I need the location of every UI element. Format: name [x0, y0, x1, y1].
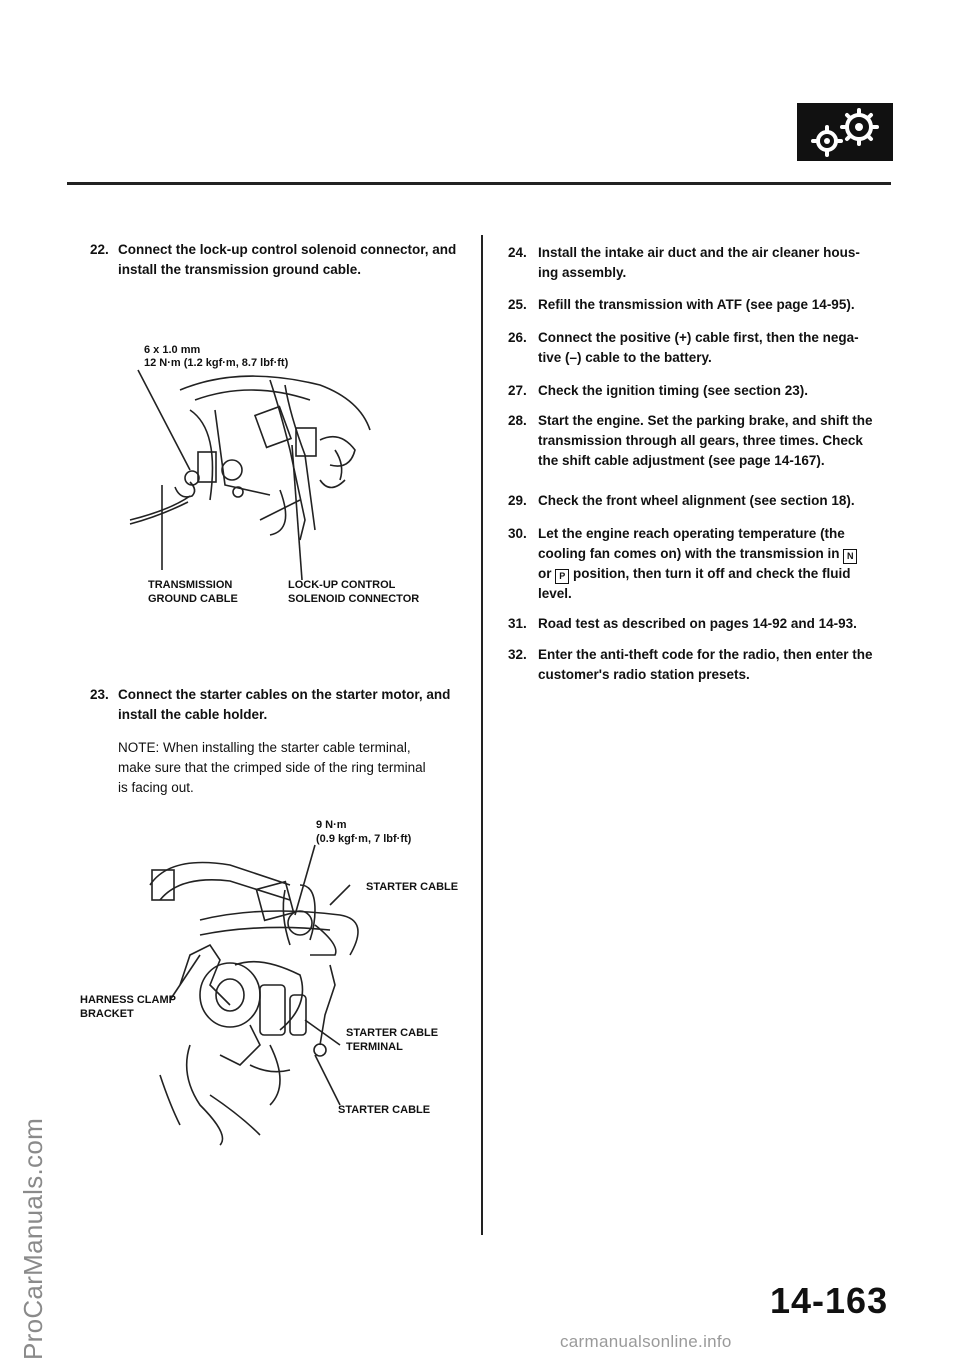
step-text-line: customer's radio station presets.: [538, 667, 750, 682]
step-number: 28.: [508, 413, 527, 428]
lockup-connector-label: LOCK-UP CONTROL SOLENOID CONNECTOR: [288, 579, 420, 605]
step-23: [90, 685, 470, 725]
starter-terminal-label: STARTER CABLE TERMINAL: [346, 1027, 439, 1053]
step-text-line: or P position, then turn it off and check the fluid: [538, 564, 857, 584]
step-text-line: level.: [538, 586, 572, 601]
step-text-line: Connect the starter cables on the starter motor, and: [118, 687, 451, 702]
step-22: [90, 240, 470, 280]
harness-clamp-label: HARNESS CLAMP BRACKET: [80, 994, 176, 1020]
gear-p-key: P: [555, 569, 569, 584]
step-number: 29.: [508, 493, 527, 508]
torque-label: 12 N·m (1.2 kgf·m, 8.7 lbf·ft): [144, 357, 289, 369]
starter-torque-label: 9 N·m (0.9 kgf·m, 7 lbf·ft): [316, 819, 412, 845]
step-text-line: Connect the lock-up control solenoid connector, and: [118, 242, 457, 257]
step-text-line: Check the ignition timing (see section 23).: [538, 383, 809, 398]
watermark-text: ProCarManuals.com: [18, 1117, 48, 1360]
top-rule: [67, 182, 891, 185]
step-text-line: ing assembly.: [538, 265, 627, 280]
page-number: 14-163: [770, 1280, 889, 1321]
step-text-line: Install the intake air duct and the air cleaner hous-: [538, 245, 860, 260]
step-number: 26.: [508, 330, 527, 345]
step-text-line: Road test as described on pages 14-92 and 14-93.: [538, 616, 857, 631]
ground-cable-label: TRANSMISSION GROUND CABLE: [148, 579, 238, 605]
ground-cable-illustration: [120, 370, 420, 590]
step-number: 22.: [90, 242, 109, 257]
step-text-line: install the transmission ground cable.: [118, 262, 362, 277]
step-text-line: Refill the transmission with ATF (see page 14-95).: [538, 297, 855, 312]
step-text-line: Enter the anti-theft code for the radio, then enter the: [538, 647, 873, 662]
starter-cable-label-top: STARTER CABLE: [366, 881, 459, 893]
step-number: 31.: [508, 616, 527, 631]
gears-icon: [797, 103, 893, 161]
gear-n-key: N: [843, 549, 857, 564]
step-text-line: tive (–) cable to the battery.: [538, 350, 712, 365]
step-number: 25.: [508, 297, 527, 312]
step-number: 23.: [90, 687, 109, 702]
step-number: 27.: [508, 383, 527, 398]
column-divider: [481, 235, 483, 1235]
step-text-line: the shift cable adjustment (see page 14-167).: [538, 453, 825, 468]
note-block: NOTE: When installing the starter cable terminal, make sure that the crimped side of the ring terminal is facing out.: [118, 740, 426, 795]
step-text-line: Start the engine. Set the parking brake, and shift the: [538, 413, 873, 428]
step-number: 32.: [508, 647, 527, 662]
step-text-line: Let the engine reach operating temperature (the: [538, 526, 845, 541]
step-text-line: Check the front wheel alignment (see section 18).: [538, 493, 855, 508]
step-text-line: cooling fan comes on) with the transmission in N: [538, 544, 857, 564]
step-number: 30.: [508, 526, 527, 541]
step-text-line: install the cable holder.: [118, 707, 268, 722]
starter-motor-illustration: [140, 845, 440, 1165]
footer-url: carmanualsonline.info: [560, 1332, 732, 1351]
step-number: 24.: [508, 245, 527, 260]
step-text-line: transmission through all gears, three times. Check: [538, 433, 863, 448]
starter-cable-label-bottom: STARTER CABLE: [338, 1104, 431, 1116]
step-text-line: Connect the positive (+) cable first, then the nega-: [538, 330, 859, 345]
bolt-size-label: 6 x 1.0 mm: [144, 344, 201, 356]
